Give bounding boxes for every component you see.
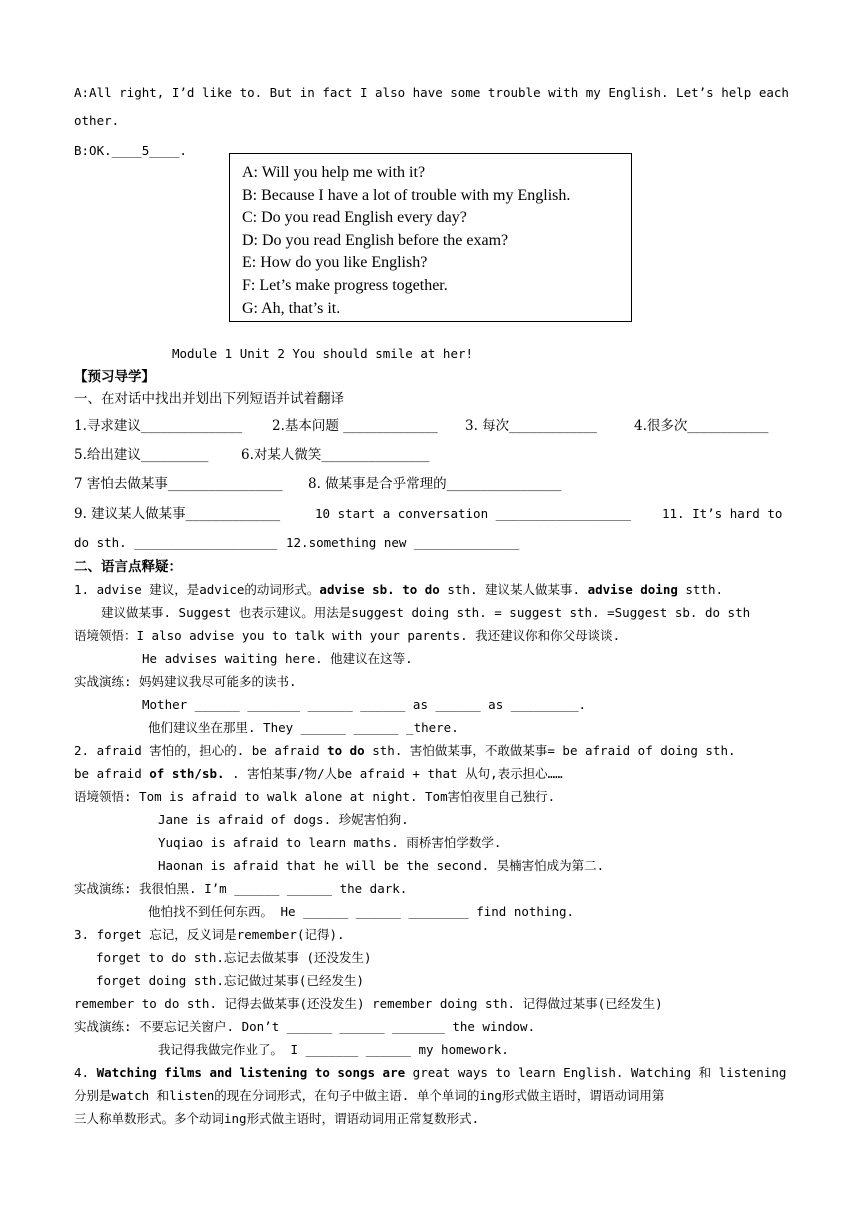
point2-line7: 实战演练: 我很怕黑. I’m ______ ______ the dark. (74, 881, 408, 896)
point2-line2 (74, 765, 563, 783)
phrase-3: 3. 每次_____________ (465, 418, 597, 434)
point3-line2: forget to do sth.忘记去做某事 (还没发生) (96, 950, 372, 965)
point1-bold2: advise doing (587, 582, 678, 597)
point1-bold: advise sb. to do (319, 582, 440, 597)
point1-line5: 实战演练: 妈妈建议我尽可能多的读书. (74, 674, 297, 689)
phrase-10: 10 start a conversation __________________ (315, 506, 632, 521)
preview-heading: 【预习导学】 (74, 369, 155, 385)
point1-text2: sth. 建议某人做某事. (439, 582, 581, 597)
point2-line5: Yuqiao is afraid to learn maths. 雨桥害怕学数学. (158, 835, 502, 850)
point2-line6: Haonan is afraid that he will be the second. 昊楠害怕成为第二. (158, 858, 605, 873)
phrase-1: 1.寻求建议_______________ (74, 418, 243, 434)
point2-line3: 语境领悟: Tom is afraid to walk alone at night. Tom害怕夜里自己独行. (74, 789, 556, 804)
point4-line3: 三人称单数形式。多个动词ing形式做主语时，谓语动词用正常复数形式. (74, 1111, 480, 1126)
section1-title: 一、在对话中找出并划出下列短语并试着翻译 (74, 391, 344, 407)
phrase-11: 11. It’s hard to (662, 506, 783, 521)
module-title: Module 1 Unit 2 You should smile at her! (172, 346, 474, 361)
point4-text2: great ways to learn English. Watching 和 listening (405, 1065, 787, 1080)
point1-line2: 建议做某事. Suggest 也表示建议。用法是suggest doing sth. = suggest sth. =Suggest sb. do sth (101, 605, 751, 620)
point1-line7: 他们建议坐在那里. They ______ ______ _there. (148, 720, 459, 735)
point3-line5: 实战演练: 不要忘记关窗户. Don’t ______ ______ _______ the window. (74, 1019, 536, 1034)
point1-line6: Mother ______ _______ ______ ______ as ______ as _________. (142, 697, 587, 712)
point4-line2: 分别是watch 和listen的现在分词形式，在句子中做主语. 单个单词的ing形式做主语时，谓语动词用第 (74, 1088, 665, 1103)
point2-text4: . 害怕某事/物/人be afraid + that 从句,表示担心…… (224, 766, 563, 781)
option-g: G: Ah, that’s it. (242, 299, 341, 317)
point3-line4: remember to do sth. 记得去做某事(还没发生) remember doing sth. 记得做过某事(已经发生) (74, 996, 663, 1011)
point2-text: 2. afraid 害怕的，担心的. be afraid (74, 743, 328, 758)
point2-bold2: of sth/sb. (149, 766, 225, 781)
option-e: E: How do you like English? (242, 254, 428, 272)
section2-title: 二、语言点释疑： (74, 559, 182, 575)
point2-line1 (74, 742, 736, 760)
option-d: D: Do you read English before the exam? (242, 231, 509, 249)
point2-line4: Jane is afraid of dogs. 珍妮害怕狗. (158, 812, 409, 827)
phrase-8: 8. 做某事是合乎常理的_________________ (308, 476, 562, 492)
dialogue-a-line2: other. (74, 113, 120, 128)
dialogue-a-line1: A:All right, I’d like to. But in fact I also have some trouble with my English. Let’s help each (74, 85, 789, 100)
point4-bold: Watching films and listening to songs are (96, 1065, 406, 1080)
dialogue-b-line: B:OK.____5____. (74, 143, 187, 158)
point1-line1 (74, 581, 723, 599)
options-box (229, 153, 632, 322)
phrase-9: 9. 建议某人做某事______________ (74, 506, 281, 522)
phrase-11-cont: do sth. ___________________ (74, 535, 278, 550)
phrase-6: 6.对某人微笑________________ (241, 447, 430, 463)
option-a: A: Will you help me with it? (242, 164, 426, 181)
point1-text3: stth. (677, 582, 724, 597)
phrase-5: 5.给出建议__________ (74, 447, 209, 463)
phrase-7: 7 害怕去做某事_________________ (74, 476, 283, 492)
point2-line8: 他怕找不到任何东西。 He ______ ______ ________ find nothing. (148, 904, 575, 919)
phrase-2: 2.基本问题 ______________ (272, 418, 438, 434)
point1-line4: He advises waiting here. 他建议在这等. (142, 651, 413, 666)
point3-line6: 我记得我做完作业了。 I _______ ______ my homework. (158, 1042, 509, 1057)
point3-line3: forget doing sth.忘记做过某事(已经发生) (96, 973, 364, 988)
point3-line1: 3. forget 忘记，反义词是remember(记得). (74, 927, 345, 942)
point4-line1 (74, 1064, 786, 1082)
point2-text2: sth. 害怕做某事，不敢做某事= be afraid of doing sth. (364, 743, 736, 758)
point2-bold: to do (327, 743, 365, 758)
phrase-12: 12.something new ______________ (286, 535, 520, 550)
point1-text: 1. advise 建议，是advice的动词形式。 (74, 582, 320, 597)
point2-text3: be afraid (74, 766, 150, 781)
option-f: F: Let’s make progress together. (242, 276, 448, 294)
point1-line3: 语境领悟：I also advise you to talk with your parents. 我还建议你和你父母谈谈. (74, 628, 621, 643)
point4-text: 4. (74, 1065, 97, 1080)
option-b: B: Because I have a lot of trouble with my English. (242, 186, 571, 204)
phrase-4: 4.很多次____________ (634, 418, 769, 434)
option-c: C: Do you read English every day? (242, 209, 467, 227)
